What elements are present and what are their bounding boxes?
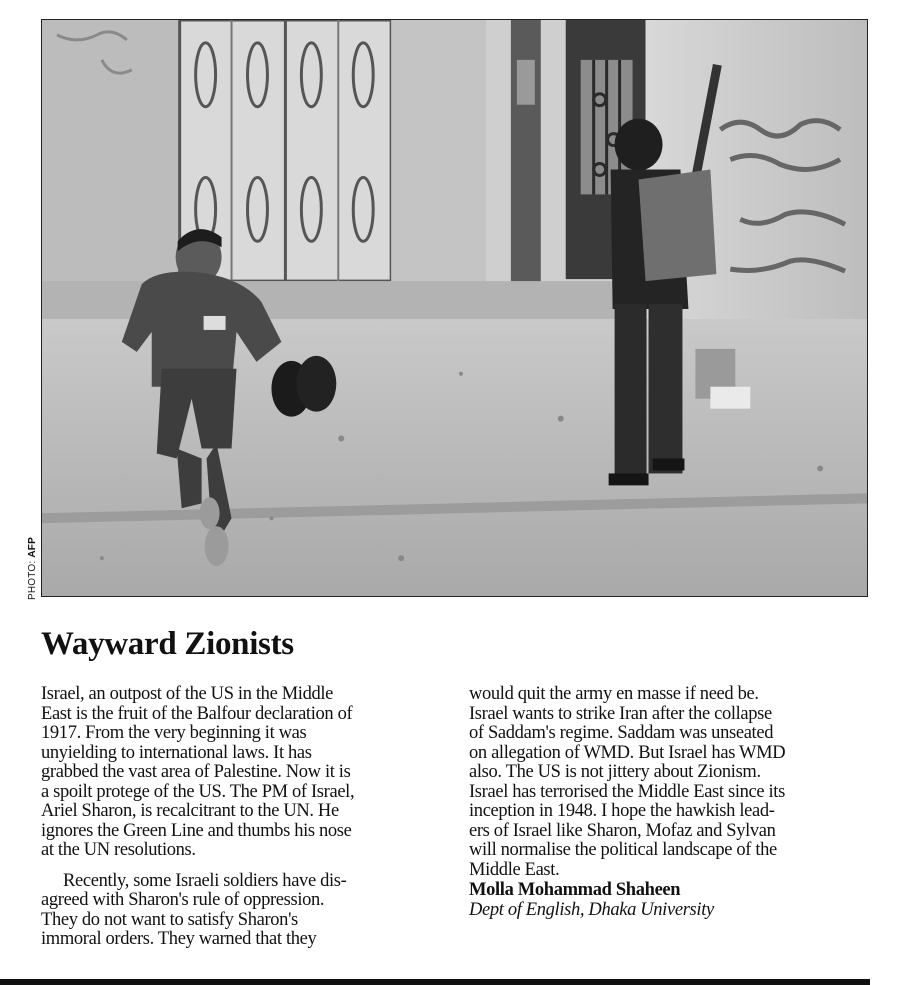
- body-line: also. The US is not jittery about Zionism.: [469, 762, 761, 782]
- body-line: Israel has terrorised the Middle East since its: [469, 781, 785, 802]
- body-line: ignores the Green Line and thumbs his nose: [41, 820, 352, 841]
- photo-credit: [27, 537, 38, 600]
- body-line: of Saddam's regime. Saddam was unseated: [469, 723, 774, 743]
- body-line: would quit the army en masse if need be.: [469, 684, 759, 704]
- article-column-2: [469, 685, 875, 920]
- author-name: Molla Mohammad Shaheen: [469, 880, 681, 900]
- body-line: will normalise the political landscape of the: [469, 840, 777, 860]
- body-line: a spoilt protege of the US. The PM of Israel,: [41, 781, 355, 802]
- body-line: unyielding to international laws. It has: [41, 742, 312, 763]
- body-line: East is the fruit of the Balfour declaration of: [41, 703, 353, 724]
- paragraph-gap: [41, 861, 441, 872]
- body-line: Israel wants to strike Iran after the collapse: [469, 703, 772, 724]
- photo-credit-prefix: PHOTO:: [27, 560, 38, 600]
- body-line: ers of Israel like Sharon, Mofaz and Sylvan: [469, 820, 776, 841]
- article-headline: Wayward Zionists: [41, 626, 294, 662]
- street-scene-image: [42, 20, 867, 596]
- body-line: grabbed the vast area of Palestine. Now it is: [41, 762, 351, 782]
- body-line: 1917. From the very beginning it was: [41, 723, 307, 743]
- body-line: Middle East.: [469, 859, 560, 880]
- body-line: They do not want to satisfy Sharon's: [41, 909, 298, 930]
- article-column-1: [41, 685, 441, 950]
- body-line: Israel, an outpost of the US in the Middle: [41, 684, 334, 704]
- body-line: immoral orders. They warned that they: [41, 929, 317, 949]
- body-line: Recently, some Israeli soldiers have dis-: [63, 870, 347, 891]
- author-affiliation: Dept of English, Dhaka University: [469, 899, 714, 920]
- body-line: Ariel Sharon, is recalcitrant to the UN. He: [41, 801, 339, 821]
- body-line: inception in 1948. I hope the hawkish lead-: [469, 801, 775, 821]
- body-line: on allegation of WMD. But Israel has WMD: [469, 742, 786, 763]
- photo-credit-source: AFP: [27, 537, 38, 558]
- bottom-rule: [0, 979, 870, 985]
- body-line: at the UN resolutions.: [41, 840, 196, 860]
- news-photo: [41, 19, 868, 597]
- body-line: agreed with Sharon's rule of oppression.: [41, 890, 325, 910]
